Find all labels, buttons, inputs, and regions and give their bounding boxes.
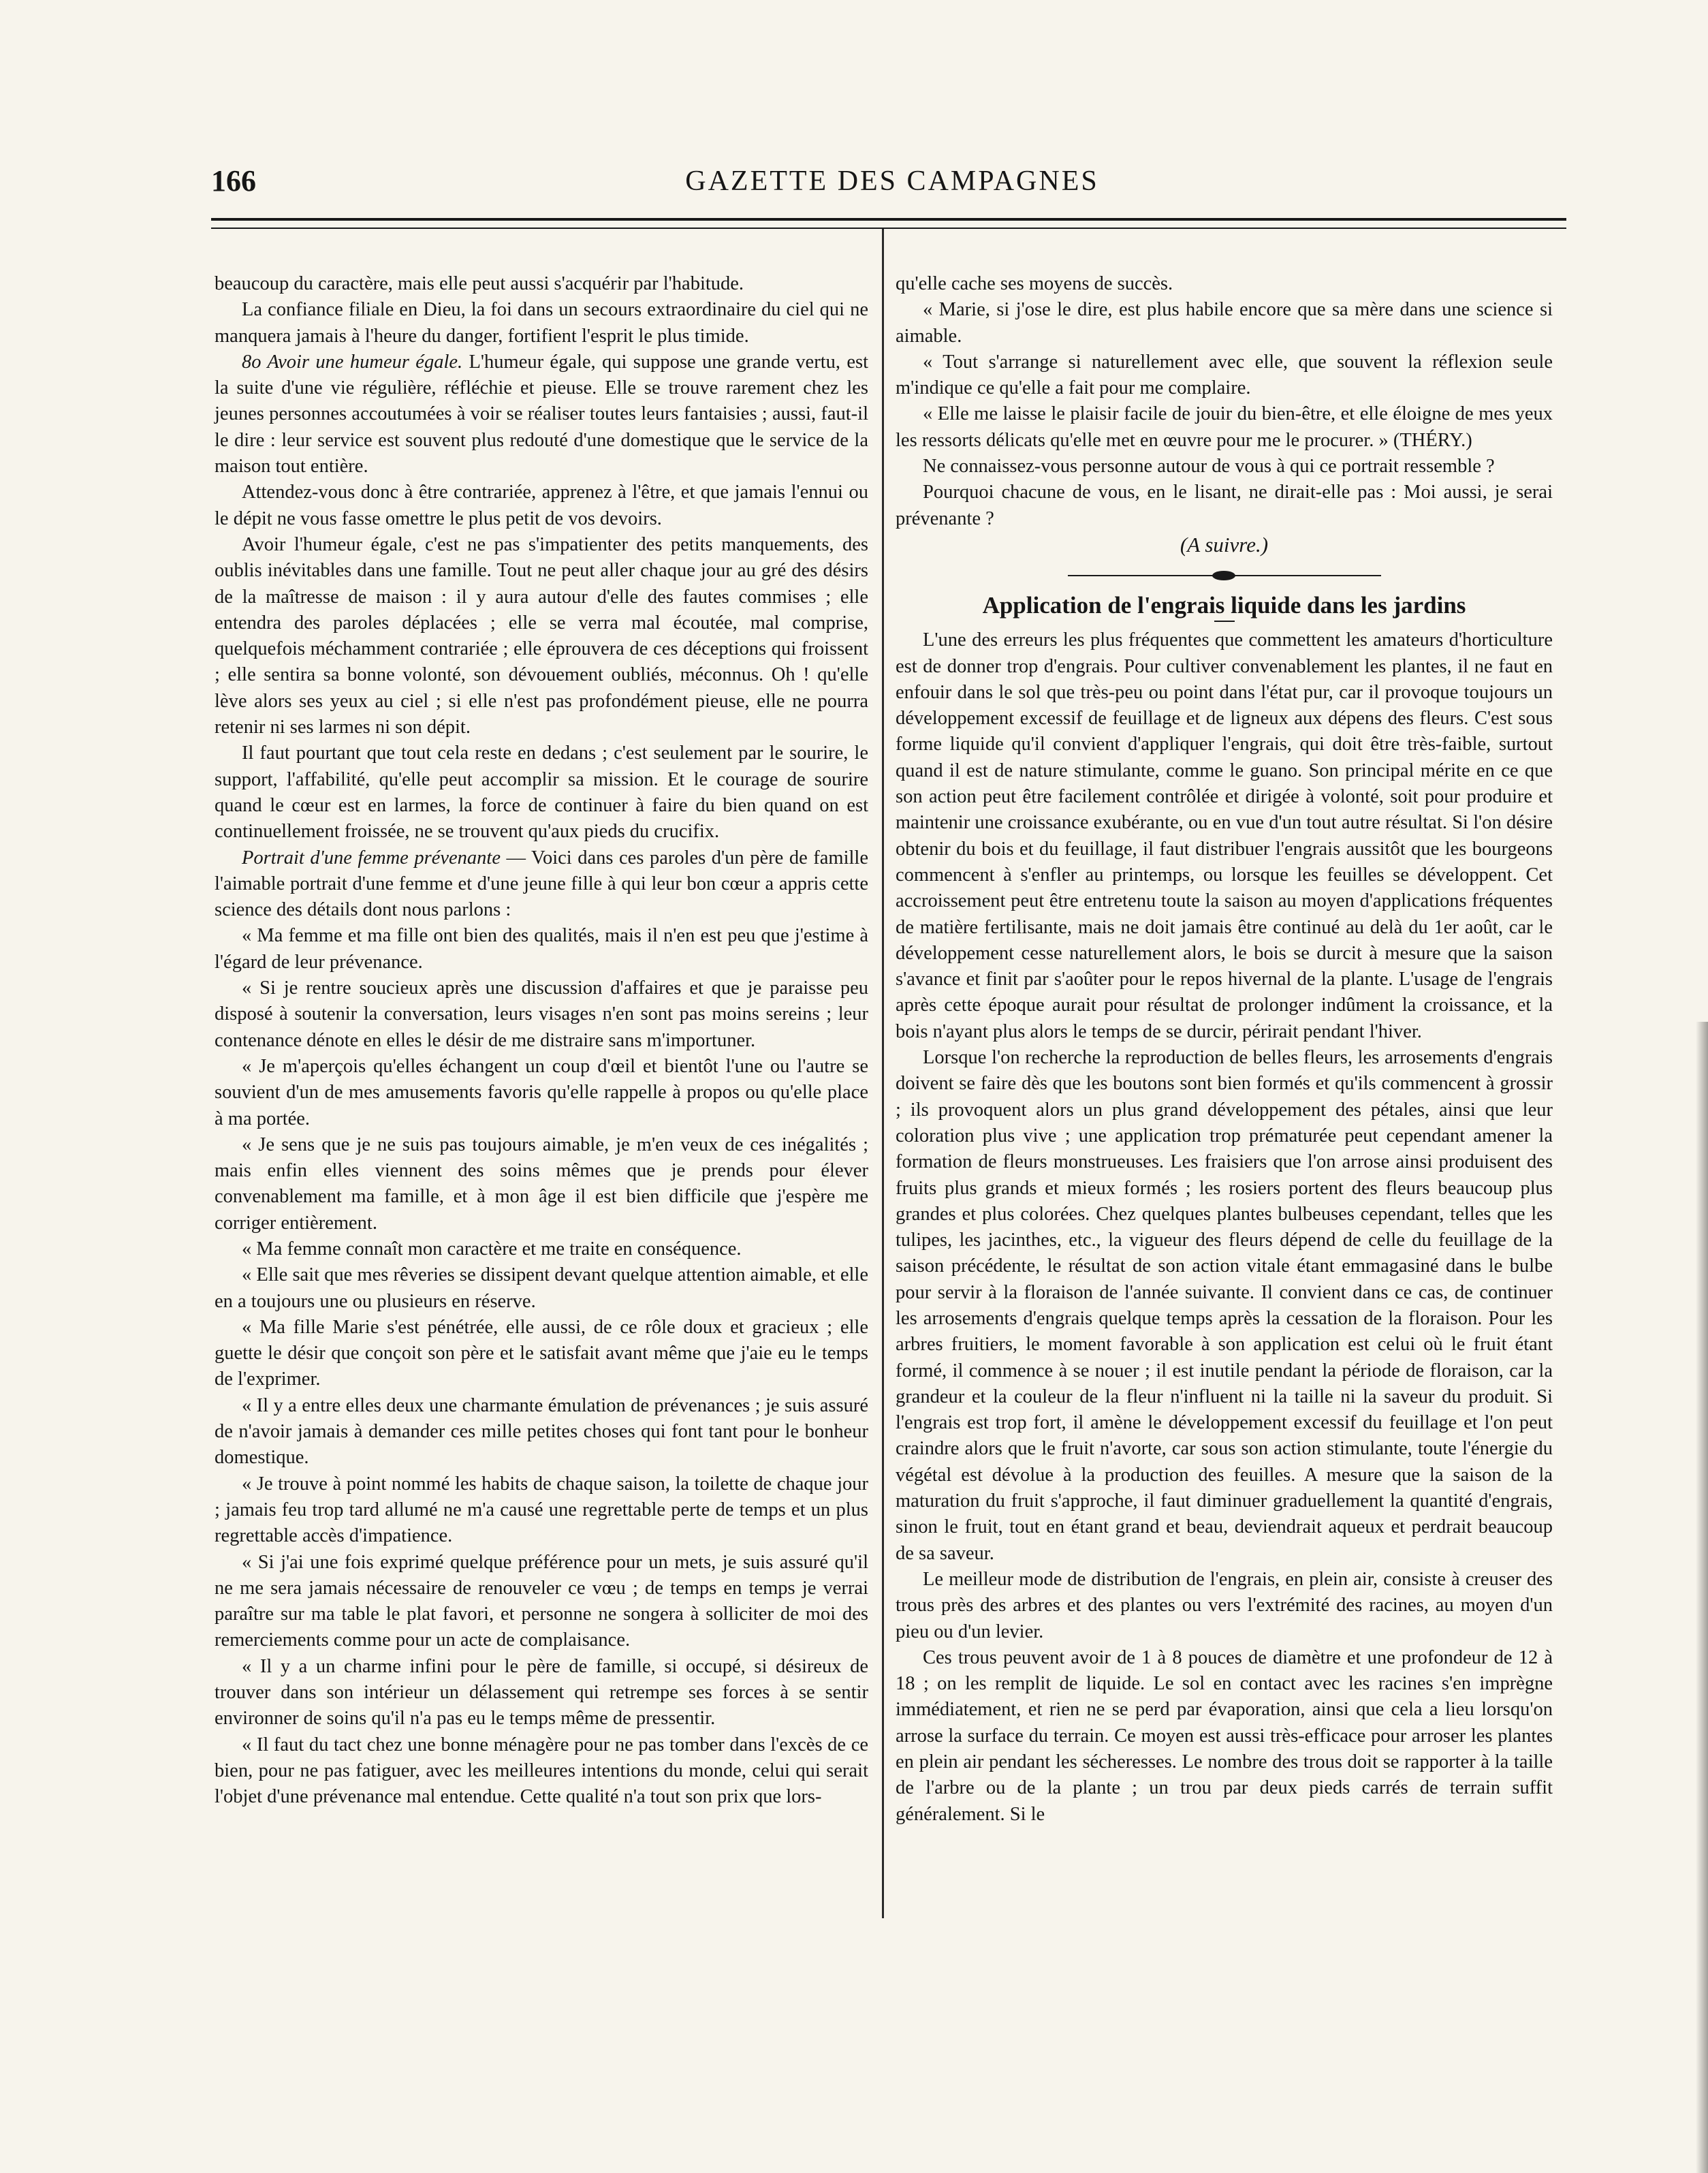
paragraph: Lorsque l'on recherche la reproduction de belles fleurs, les arrosements d'engrais doivent se faire dès que les boutons sont bien formés et qu'ils commencent à grossir ; ils provoquent alors un plus grand développement des pétales, ainsi que leur coloration plus vive ; une application trop prématurée peut cependant amener la formation de fleurs monstrueuses. Les fraisiers que l'on arrose ainsi produisent des fruits plus grands et mieux formés ; les rosiers portent des fleurs beaucoup plus grandes et plus colorées. Chez quelques plantes bulbeuses cependant, telles que les tulipes, les jacinthes, etc., la vigueur des fleurs dépend de celle du feuillage de la saison précédente, le résultat de son action vitale étant emmagasiné dans le bulbe pour servir à la floraison de l'année suivante. Il convient dans ce cas, de continuer les arrosements d'engrais quelque temps après la cessation de la floraison. Pour les arbres fruitiers, le moment favorable à son application est celui où le fruit étant formé, il commence à se nouer ; il est inutile pendant la période de floraison, car la grandeur et la couleur de la fleur n'influent ni la taille ni la saveur du produit. Si l'engrais est trop fort, il amène le développement excessif du feuillage et l'on peut craindre alors que le fruit n'avorte, car sous son action stimulante, toute l'énergie du végétal est dévolue à la production des feuilles. A mesure que la saison de la maturation du fruit s'approche, il faut diminuer graduellement la quantité d'engrais, sinon le fruit, tout en étant grand et beau, deviendrait aqueux et perdrait beaucoup de sa saveur. — [896, 1047, 1553, 1564]
quote-paragraph: « Je m'aperçois qu'elles échangent un coup d'œil et bientôt l'une ou l'autre se souvient d'un de mes amusements favoris qu'elle rappelle à propos ou qu'elle place à ma portée. — [215, 1055, 868, 1129]
quote-paragraph: « Je trouve à point nommé les habits de chaque saison, la toilette de chaque jour ; jamais feu trop tard allumé ne m'a causé une regrettable perte de temps et un plus regrettable accès d'impatience. — [215, 1473, 868, 1547]
quote-paragraph: « Ma femme connaît mon caractère et me traite en conséquence. — [242, 1238, 742, 1260]
paragraph: qu'elle cache ses moyens de succès. — [896, 273, 1173, 294]
paragraph-text: L'humeur égale, qui suppose une grande vertu, est la suite d'une vie régulière, réfléchie et pieuse. Elle se trouve rarement chez les jeunes personnes accoutumées à voir se réaliser toutes leurs fantaisies ; aussi, faut-il le dire : leur service est souvent plus redouté d'une domestique que le service de la maison tout entière. — [215, 351, 868, 478]
quote-paragraph: « Je sens que je ne suis pas toujours aimable, je m'en veux de ces inégalités ; mais enfin elles viennent des soins mêmes que je prends pour élever convenablement ma famille, et à mon âge il est bien difficile que j'espère me corriger entièrement. — [215, 1134, 868, 1234]
quote-paragraph: « Il y a un charme infini pour le père de famille, si occupé, si désireux de trouver dans son intérieur un délassement qui retrempe ses forces à se sentir environner de soins qu'il n'a pas eu le temps même de pressentir. — [215, 1655, 868, 1730]
right-column — [896, 271, 1553, 1828]
quote-paragraph: « Marie, si j'ose le dire, est plus habile encore que sa mère dans une science si aimable. — [896, 299, 1553, 347]
left-column — [215, 271, 868, 1811]
page-number: 166 — [211, 164, 256, 198]
quote-paragraph: « Ma femme et ma fille ont bien des qualités, mais il n'en est peu que j'estime à l'égard de leur prévenance. — [215, 925, 868, 973]
quote-paragraph: « Si j'ai une fois exprimé quelque préférence pour un mets, je suis assuré qu'il ne me sera jamais nécessaire de renouveler ce vœu ; de temps en temps je verrai paraître sur ma table le plat favori, et personne ne songera à solliciter de moi des remerciements comme pour un acte de complaisance. — [215, 1551, 868, 1651]
paragraph-text: — Voici dans ces paroles d'un père de famille l'aimable portrait d'une femme et d'une jeune fille à qui leur bon cœur a appris cette science des détails dont nous parlons : — [215, 847, 868, 921]
quote-paragraph: « Si je rentre soucieux après une discussion d'affaires et que je paraisse peu disposé à soutenir la conversation, leurs visages n'en sont pas moins sereins ; leur contenance dénote en elles le désir de me distraire sans m'importuner. — [215, 978, 868, 1051]
page-edge-shadow — [1696, 1022, 1708, 2173]
quote-paragraph: « Elle sait que mes rêveries se dissipent devant quelque attention aimable, et elle en a toujours une ou plusieurs en réserve. — [215, 1264, 868, 1312]
paragraph: Attendez-vous donc à être contrariée, apprenez à l'être, et que jamais l'ennui ou le dépit ne vous fasse omettre le plus petit de vos devoirs. — [215, 482, 868, 529]
quote-paragraph: « Tout s'arrange si naturellement avec elle, que souvent la réflexion seule m'indique ce qu'elle a fait pour me complaire. — [896, 351, 1553, 399]
paragraph: Ne connaissez-vous personne autour de vous à qui ce portrait ressemble ? — [923, 456, 1495, 478]
section-label: Portrait d'une femme prévenante — [242, 847, 501, 869]
quote-paragraph: « Ma fille Marie s'est pénétrée, elle aussi, de ce rôle doux et gracieux ; elle guette le désir que conçoit son père et le satisfait avant même que j'aie eu le temps de l'exprimer. — [215, 1316, 868, 1390]
paragraph: Le meilleur mode de distribution de l'engrais, en plein air, consiste à creuser des trous près des arbres et des plantes ou vers l'extrémité des racines, au moyen d'un pieu ou d'un levier. — [896, 1568, 1553, 1642]
paragraph: Avoir l'humeur égale, c'est ne pas s'impatienter des petits manquements, des oublis inévitables dans une famille. Tout ne peut aller chaque jour au gré des désirs de la maîtresse de maison : il y aura autour d'elle des fautes commises ; elle entendra des paroles déplacées ; elle se verra mal écoutée, mal comprise, quelquefois méchamment contrariée ; elle éprouvera de ces déceptions qui froissent ; elle sentira sa bonne volonté, son dévouement oubliés, méconnus. Oh ! qu'elle lève alors ses yeux au ciel ; si elle n'est pas profondément pieuse, elle ne pourra retenir ni ses larmes ni son dépit. — [215, 533, 868, 738]
header-double-rule — [211, 218, 1566, 229]
paragraph: La confiance filiale en Dieu, la foi dans un secours extraordinaire du ciel qui ne manquera jamais à l'heure du danger, fortifient l'esprit le plus timide. — [215, 299, 868, 347]
paragraph: Ces trous peuvent avoir de 1 à 8 pouces de diamètre et une profondeur de 12 à 18 ; on les remplit de liquide. Le sol en contact avec les racines s'en imprègne immédiatement, et rien ne se perd par évaporation, ainsi que cela a lieu lorsqu'on arrose la surface du terrain. Ce moyen est aussi très-efficace pour arroser les plantes en plein air pendant les sécheresses. Le nombre des trous doit se rapporter à la taille de l'arbre ou de la plante ; un trou par deux pieds carrés de terrain suffit généralement. Si le — [896, 1646, 1553, 1825]
article-title: Application de l'engrais liquide dans les jardins — [982, 592, 1466, 619]
column-divider — [882, 229, 884, 1918]
paragraph: Il faut pourtant que tout cela reste en dedans ; c'est seulement par le sourire, le support, l'affabilité, qu'elle peut accomplir sa mission. Et le courage de sourire quand le cœur est en larmes, la force de continuer à faire du bien quand on est continuellement froissée, ne se trouvent qu'aux pieds du crucifix. — [215, 742, 868, 843]
page-header — [211, 163, 1573, 204]
journal-title: GAZETTE DES CAMPAGNES — [685, 166, 1099, 197]
article-divider-ornament — [1068, 569, 1381, 582]
to-be-continued: (A suivre.) — [1180, 532, 1269, 557]
title-short-rule — [1214, 621, 1235, 622]
paragraph — [215, 845, 868, 924]
paragraph: beaucoup du caractère, mais elle peut aussi s'acquérir par l'habitude. — [215, 273, 744, 294]
quote-paragraph: « Elle me laisse le plaisir facile de jouir du bien-être, et elle éloigne de mes yeux les ressorts délicats qu'elle met en œuvre pour me le procurer. » (THÉRY.) — [896, 403, 1553, 451]
quote-paragraph: « Il faut du tact chez une bonne ménagère pour ne pas tomber dans l'excès de ce bien, pour ne pas fatiguer, avec les meilleures intentions du monde, celui qui serait l'objet d'une prévenance mal entendue. Cette qualité n'a tout son prix que lors- — [215, 1734, 868, 1808]
paragraph: L'une des erreurs les plus fréquentes que commettent les amateurs d'horticulture est de donner trop d'engrais. Pour cultiver convenablement les plantes, il ne faut en enfouir dans le sol que très-peu ou point dans l'état pur, car il provoque toujours un développement excessif de feuillage et de ligneux aux dépens des fleurs. C'est sous forme liquide qu'il convient d'appliquer l'engrais, qui doit être très-faible, surtout quand il est de nature stimulante, comme le guano. Son principal mérite en ce que son action peut être facilement contrôlée et dirigée à volonté, soit pour produire et maintenir une croissance exubérante, ou en vue d'un tout autre résultat. Si l'on désire obtenir du bois et du feuillage, il faut distribuer l'engrais aussitôt que les bourgeons commencent à s'enfler au printemps, ou lorsque les feuilles se développent. Cet accroissement peut être entretenu toute la saison au moyen d'applications fréquentes de matière fertilisante, mais ne doit jamais être continué au delà du 1er août, car le développement cesse naturellement alors, le bois se durcit à mesure que la saison s'avance et finit par s'aoûter pour le repos hivernal de la plante. L'usage de l'engrais après cette époque aurait pour résultat de prolonger indûment la croissance, et la bois n'ayant plus alors le temps de se durcir, périrait pendant l'hiver. — [896, 629, 1553, 1042]
quote-paragraph: « Il y a entre elles deux une charmante émulation de prévenances ; je suis assuré de n'avoir jamais à demander ces mille petites choses qui font tant pour le bonheur domestique. — [215, 1394, 868, 1469]
paragraph — [215, 349, 868, 480]
paragraph: Pourquoi chacune de vous, en le lisant, ne dirait-elle pas : Moi aussi, je serai prévenante ? — [896, 482, 1553, 529]
section-label: 8o Avoir une humeur égale. — [242, 351, 463, 373]
